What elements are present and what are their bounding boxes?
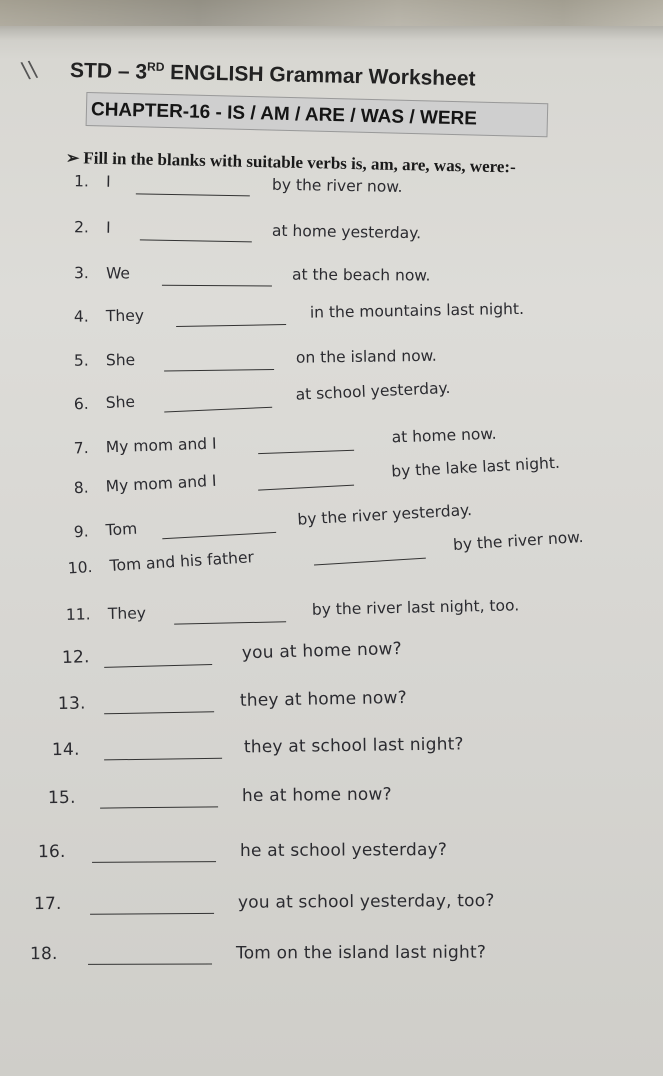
answer-blank[interactable] [100,806,218,808]
answer-blank[interactable] [176,324,286,327]
pen-mark: \\ [19,56,39,85]
question-text: you at home now? [241,639,403,664]
question-number: 6. [73,394,90,414]
question-subject: Tom and his father [109,548,255,575]
chapter-heading: CHAPTER-16 - IS / AM / ARE / WAS / WERE [86,92,549,137]
answer-blank[interactable] [258,485,354,491]
question-number: 11. [65,605,91,624]
question-text: at home now. [391,424,497,447]
question-6 [0,370,663,425]
question-subject: She [105,350,136,370]
question-number: 4. [73,307,89,326]
question-text: by the river last night, too. [311,596,520,619]
answer-blank[interactable] [104,664,212,668]
answer-blank[interactable] [104,758,222,761]
question-text: on the island now. [295,346,437,367]
answer-blank[interactable] [174,621,286,624]
answer-blank[interactable] [162,285,272,287]
question-subject: They [107,604,147,623]
question-14 [0,732,663,767]
question-text: by the river now. [452,528,584,554]
arrow-bullet-icon: ➢ [65,150,80,168]
worksheet-title [70,58,476,91]
answer-blank[interactable] [164,407,272,413]
title-grade: STD – 3 [69,59,148,84]
question-16 [0,839,663,868]
question-number: 18. [29,944,58,965]
question-12 [0,632,663,675]
question-text: at home yesterday. [271,221,422,243]
answer-blank[interactable] [92,861,216,863]
question-text: Tom on the island last night? [235,942,487,964]
answer-blank[interactable] [314,558,426,566]
question-text: he at home now? [241,784,392,807]
question-text: in the mountains last night. [309,299,525,322]
question-subject: My mom and I [105,471,217,496]
page-top-shadow [0,0,663,26]
question-text: by the river yesterday. [296,500,473,529]
question-number: 3. [73,264,89,283]
answer-blank[interactable] [136,193,250,196]
question-subject: I [105,172,111,191]
question-subject: They [105,306,145,326]
question-number: 17. [33,893,62,915]
question-text: he at school yesterday? [239,839,448,862]
answer-blank[interactable] [88,963,212,964]
question-text: by the lake last night. [390,453,561,481]
question-subject: She [105,392,136,412]
question-subject: I [105,218,111,237]
question-text: they at school last night? [243,734,464,758]
question-number: 9. [73,522,90,542]
question-18 [0,942,663,970]
question-text: by the river now. [271,175,403,196]
title-superscript: RD [146,59,165,74]
question-text: they at home now? [239,687,408,711]
answer-blank[interactable] [164,369,274,372]
question-number: 15. [47,787,76,809]
question-17 [0,890,663,921]
question-text: you at school yesterday, too? [237,890,495,913]
answer-blank[interactable] [140,239,252,242]
question-number: 10. [67,558,93,578]
answer-blank[interactable] [104,711,214,714]
instruction-text: Fill in the blanks with suitable verbs is, am, are, was, were:- [83,148,516,177]
question-11 [0,593,663,633]
question-4 [0,297,663,335]
question-text: at the beach now. [291,265,431,285]
question-3 [0,264,663,295]
question-number: 1. [73,172,90,191]
question-number: 8. [73,478,90,498]
question-subject: We [105,264,131,283]
question-number: 7. [73,439,89,458]
answer-blank[interactable] [162,532,276,539]
question-number: 12. [61,647,90,668]
question-1 [0,171,663,209]
question-number: 2. [73,218,90,237]
question-number: 16. [37,841,66,863]
question-text: at school yesterday. [295,378,451,404]
answer-blank[interactable] [90,913,214,915]
question-subject: Tom [105,519,138,540]
question-number: 14. [51,739,80,761]
question-subject: My mom and I [105,434,217,457]
answer-blank[interactable] [258,450,354,454]
question-13 [0,683,663,721]
question-15 [0,782,663,815]
title-subject: ENGLISH Grammar Worksheet [164,60,476,91]
question-number: 5. [73,351,89,370]
question-number: 13. [57,693,86,715]
question-2 [0,217,663,255]
